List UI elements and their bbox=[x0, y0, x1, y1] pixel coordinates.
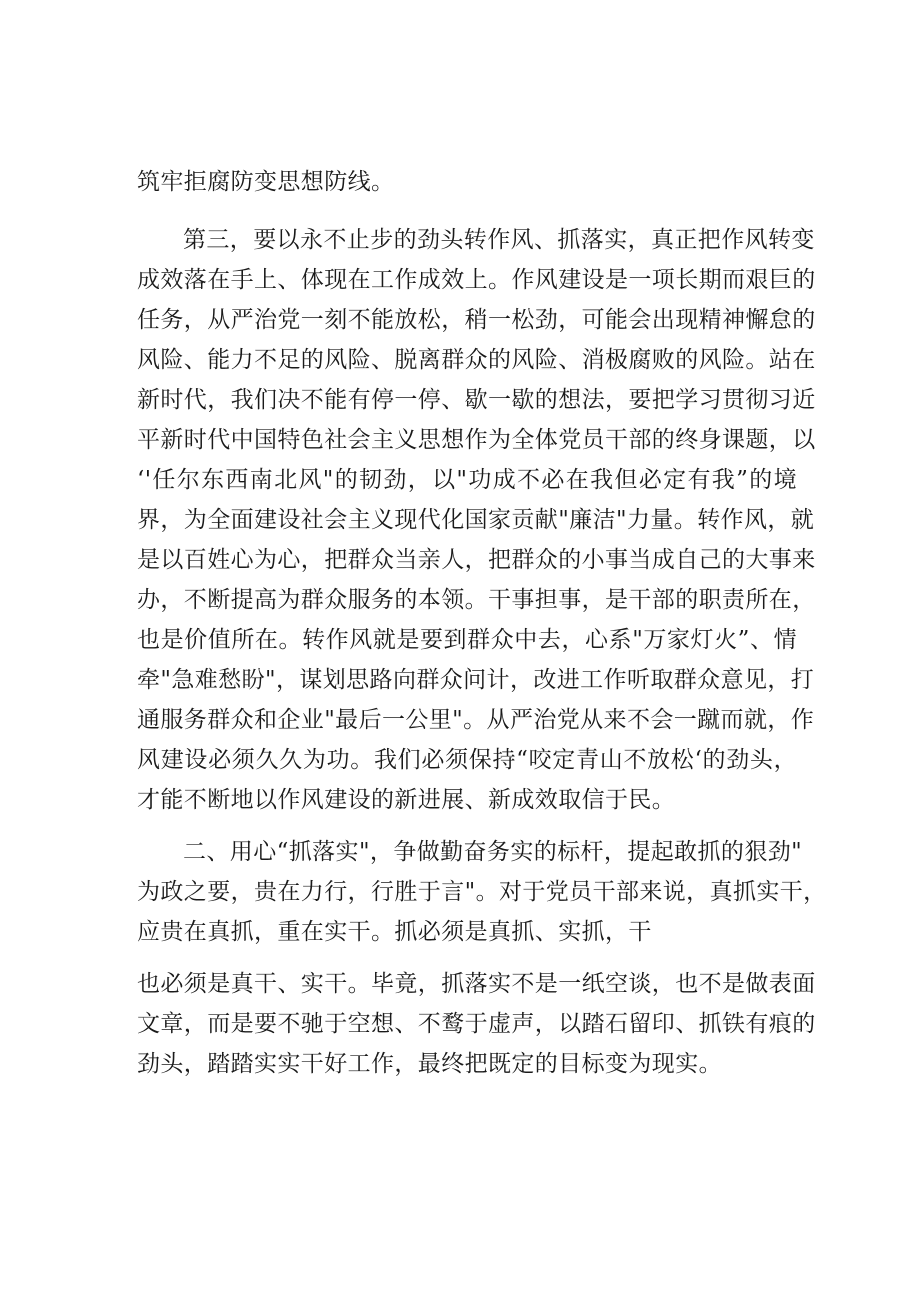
text-line: 劲头，踏踏实实干好工作，最终把既定的目标变为现实。 bbox=[137, 1051, 722, 1077]
text-line: 文章，而是要不驰于空想、不鹜于虚声，以踏石留印、抓铁有痕的 bbox=[137, 1011, 816, 1037]
text-line: 通服务群众和企业"最后一公里"。从严治党从来不会一蹴而就，作 bbox=[137, 707, 815, 733]
text-line: 也是价值所在。转作风就是要到群众中去，心系"万家灯火”、情 bbox=[137, 627, 797, 653]
text-line: 办，不断提高为群众服务的本领。干事担事，是干部的职责所在， bbox=[137, 587, 816, 613]
paragraph-first-line: 第三，要以永不止步的劲头转作风、抓落实，真正把作风转变 bbox=[183, 227, 815, 253]
text-line: ‘'任尔东西南北风"的韧劲，以"功成不必在我但必定有我”的境 bbox=[137, 467, 797, 493]
text-line: 是以百姓心为心，把群众当亲人，把群众的小事当成自己的大事来 bbox=[137, 547, 816, 573]
document-body bbox=[137, 162, 827, 1084]
text-line: 新时代，我们决不能有停一停、歇一歇的想法，要把学习贯彻习近 bbox=[137, 387, 816, 413]
text-line: 任务，从严治党一刻不能放松，稍一松劲，可能会出现精神懈怠的 bbox=[137, 307, 816, 333]
text-line: 牵"急难愁盼"，谋划思路向群众问计，改进工作听取群众意见，打 bbox=[137, 667, 815, 693]
text-line: 才能不断地以作风建设的新进展、新成效取信于民。 bbox=[137, 787, 676, 813]
text-line: 风建设必须久久为功。我们必须保持“咬定青山不放松‘的劲头， bbox=[137, 747, 797, 773]
text-line: 筑牢拒腐防变思想防线。 bbox=[137, 169, 395, 195]
text-line: 风险、能力不足的风险、脱离群众的风险、消极腐败的风险。站在 bbox=[137, 347, 816, 373]
text-line: 也必须是真干、实干。毕竟，抓落实不是一纸空谈，也不是做表面 bbox=[137, 971, 816, 997]
text-line: 成效落在手上、体现在工作成效上。作风建设是一项长期而艰巨的 bbox=[137, 267, 816, 293]
text-line: 界，为全面建设社会主义现代化国家贡献"廉洁"力量。转作风，就 bbox=[137, 507, 815, 533]
text-line: 平新时代中国特色社会主义思想作为全体党员干部的终身课题，以 bbox=[137, 427, 816, 453]
section-heading-line: 二、用心“抓落实"，争做勤奋务实的标杆，提起敢抓的狠劲" bbox=[183, 839, 803, 865]
text-line: 应贵在真抓，重在实干。抓必须是真抓、实抓，干 bbox=[137, 919, 652, 945]
text-line: 为政之要，贵在力行，行胜于言"。对于党员干部来说，真抓实干， bbox=[137, 879, 827, 905]
